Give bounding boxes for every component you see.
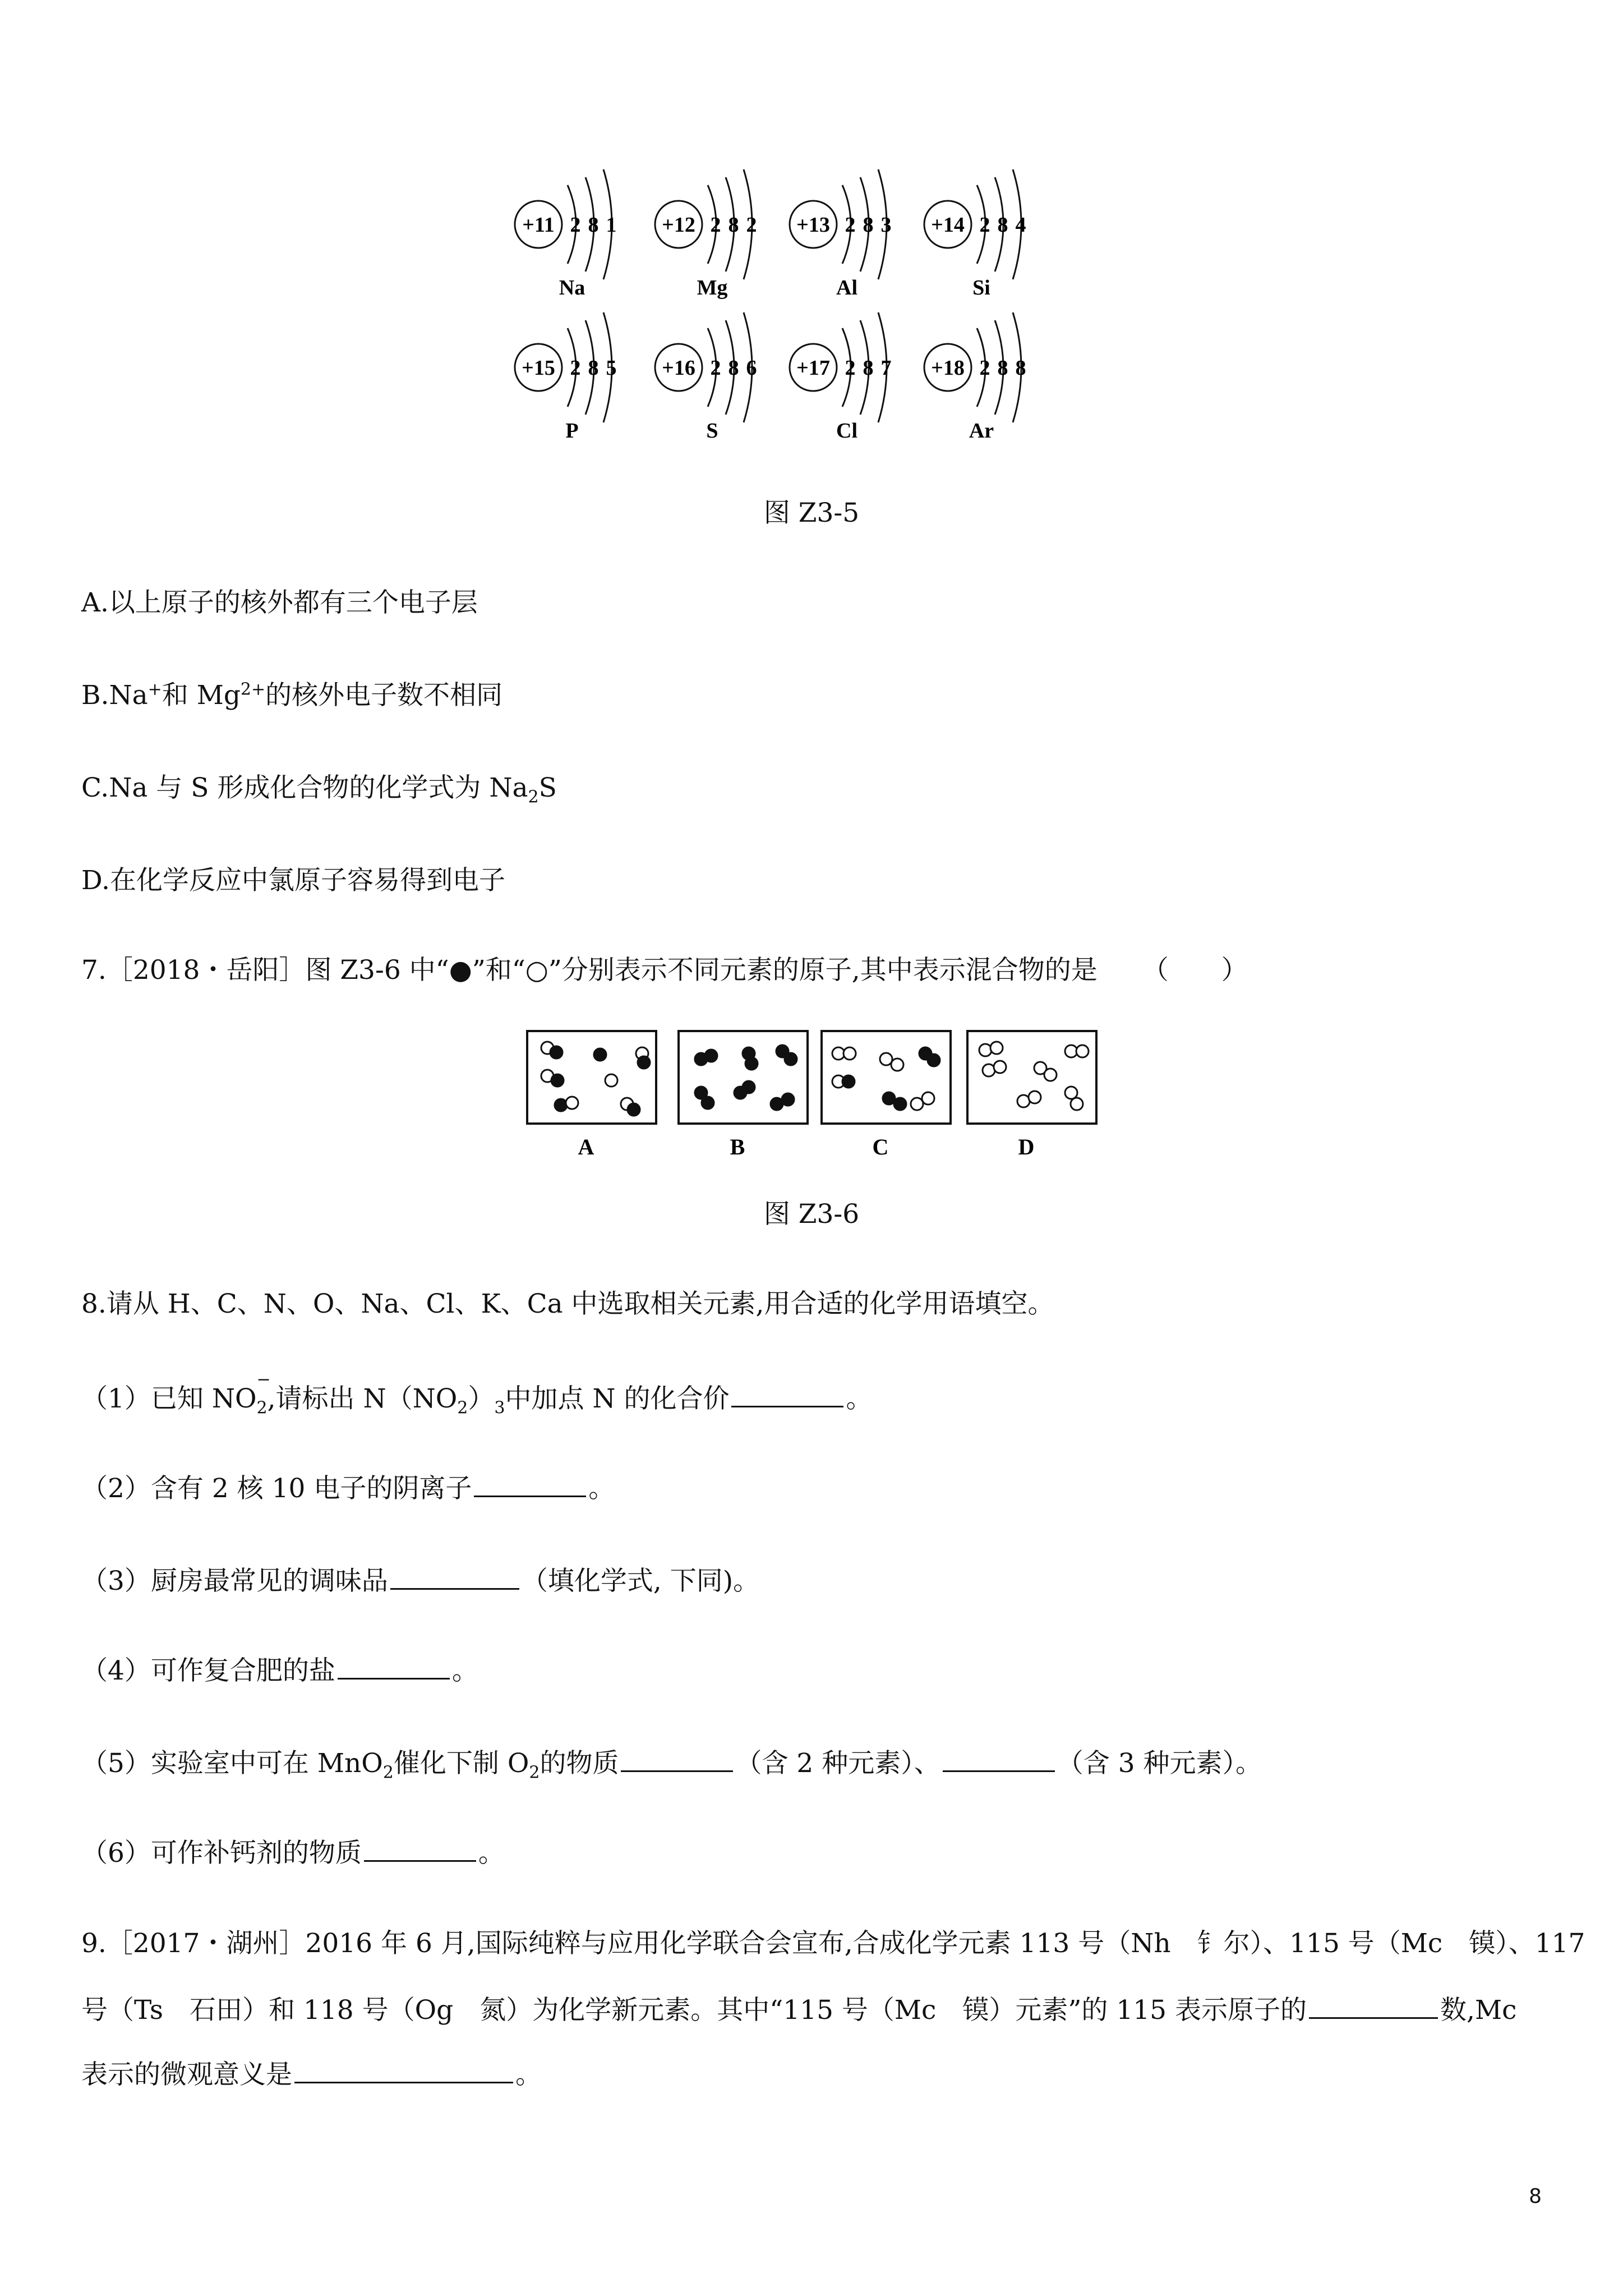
particle-box-d xyxy=(967,1031,1096,1159)
filled-atom xyxy=(550,1046,562,1059)
nucleus-charge: +14 xyxy=(931,213,965,237)
figure-caption-z3-6: 图 Z3-6 xyxy=(763,1199,860,1230)
question-8-part-4: （4）可作复合肥的盐 。 xyxy=(81,1652,478,1688)
filled-atom xyxy=(785,1053,797,1065)
shell-electron-count: 8 xyxy=(728,356,739,380)
blank-1[interactable] xyxy=(731,1380,843,1407)
filled-atom xyxy=(551,1074,564,1087)
question-9-line-3: 表示的微观意义是 。 xyxy=(81,2056,542,2092)
open-atom xyxy=(1071,1098,1083,1110)
figure-caption-z3-5: 图 Z3-5 xyxy=(763,498,860,528)
shell-electron-count: 8 xyxy=(997,356,1008,380)
filled-atom xyxy=(842,1075,855,1088)
option-c: C.Na 与 S 形成化合物的化学式为 $Na_2S$ xyxy=(81,772,557,807)
question-7-stem: 7.［2018・岳阳］图 Z3-6 中“●”和“○”分别表示不同元素的原子,其中表示混合物的是 （ ） xyxy=(81,955,1248,986)
blank-6[interactable] xyxy=(364,1834,476,1862)
atom-diagram-cl xyxy=(790,312,892,443)
shell-electron-count: 8 xyxy=(1015,356,1026,380)
open-atom xyxy=(566,1097,578,1109)
question-8-part-3: （3）厨房最常见的调味品 （填化学式, 下同)。 xyxy=(81,1562,759,1598)
open-atom xyxy=(1076,1045,1089,1057)
page-number: 8 xyxy=(1529,2185,1542,2208)
answer-parentheses: （ ） xyxy=(1142,955,1248,986)
nucleus-charge: +12 xyxy=(662,213,695,237)
filled-atom xyxy=(705,1050,717,1062)
open-atom xyxy=(843,1047,856,1060)
particle-box-a xyxy=(527,1031,656,1159)
element-symbol: Cl xyxy=(836,419,857,443)
question-8-stem: 8.请从 H、C、N、O、Na、Cl、K、Ca 中选取相关元素,用合适的化学用语填空。 xyxy=(81,1289,1054,1319)
atom-diagram-al xyxy=(790,169,892,300)
open-atom xyxy=(891,1059,903,1071)
open-atom xyxy=(922,1092,934,1105)
question-9-line-1: 9.［2017・湖州］2016 年 6 月,国际纯粹与应用化学联合会宣布,合成化学元素 113 号（Nh 钅尔）、115 号（Mc 镆）、117 xyxy=(81,1928,1585,1959)
atom-diagram-si xyxy=(924,169,1026,300)
blank-9a[interactable] xyxy=(1309,1991,1438,2019)
open-atom xyxy=(979,1044,992,1056)
blank-4[interactable] xyxy=(338,1652,450,1680)
blank-5b[interactable] xyxy=(943,1745,1055,1772)
element-symbol: Al xyxy=(836,276,857,300)
element-symbol: Si xyxy=(972,276,990,300)
filled-atom xyxy=(745,1057,758,1070)
shell-electron-count: 3 xyxy=(880,213,892,237)
filled-atom xyxy=(894,1098,906,1110)
option-a: A.以上原子的核外都有三个电子层 xyxy=(81,587,478,618)
element-symbol: P xyxy=(565,419,579,443)
atom-diagram-s xyxy=(655,312,757,443)
atom-structure-figure xyxy=(505,157,1122,449)
filled-atom xyxy=(702,1097,714,1109)
blank-2[interactable] xyxy=(474,1470,586,1497)
blank-3[interactable] xyxy=(390,1562,519,1590)
shell-electron-count: 8 xyxy=(863,213,874,237)
nucleus-charge: +15 xyxy=(522,356,555,380)
nucleus-charge: +11 xyxy=(522,213,555,237)
nucleus-charge: +18 xyxy=(931,356,965,380)
question-8-part-6: （6）可作补钙剂的物质 。 xyxy=(81,1834,505,1870)
shell-electron-count: 8 xyxy=(588,356,599,380)
filled-atom xyxy=(638,1056,650,1069)
particle-box-b xyxy=(679,1031,808,1159)
shell-electron-count: 2 xyxy=(710,213,721,237)
question-8-part-2: （2）含有 2 核 10 电子的阴离子 。 xyxy=(81,1470,615,1506)
shell-electron-count: 7 xyxy=(880,356,892,380)
filled-atom xyxy=(743,1081,755,1093)
particle-boxes-figure xyxy=(516,1027,1110,1167)
question-8-part-5: （5）实验室中可在 MnO$_2$催化下制 $O_2$的物质 （含 2 种元素）、 （含 3 种元素）。 xyxy=(81,1745,1262,1780)
nucleus-charge: +16 xyxy=(662,356,695,380)
shell-electron-count: 8 xyxy=(863,356,874,380)
shell-electron-count: 8 xyxy=(728,213,739,237)
blank-5a[interactable] xyxy=(621,1745,733,1772)
nucleus-charge: +17 xyxy=(796,356,830,380)
shell-electron-count: 4 xyxy=(1015,213,1026,237)
shell-electron-count: 2 xyxy=(979,213,990,237)
shell-electron-count: 1 xyxy=(606,213,617,237)
question-8-part-1: （1）已知 $NO_2$ − ,请标出 $N(NO_2)_3$中加点 N 的化合价 。 xyxy=(81,1370,873,1418)
atom-diagram-na xyxy=(515,169,617,300)
filled-atom xyxy=(782,1093,794,1106)
open-atom xyxy=(1029,1091,1041,1103)
shell-electron-count: 2 xyxy=(845,213,856,237)
open-atom xyxy=(1065,1087,1077,1099)
box-label: A xyxy=(578,1134,594,1159)
filled-atom xyxy=(594,1048,606,1061)
nucleus-charge: +13 xyxy=(796,213,830,237)
filled-atom xyxy=(628,1103,640,1116)
shell-electron-count: 2 xyxy=(570,213,581,237)
atom-diagram-ar xyxy=(924,312,1026,443)
box-label: C xyxy=(872,1134,889,1159)
filled-atom xyxy=(555,1099,567,1111)
open-atom xyxy=(990,1042,1003,1054)
shell-electron-count: 2 xyxy=(746,213,757,237)
shell-electron-count: 2 xyxy=(710,356,721,380)
open-atom xyxy=(994,1061,1006,1073)
element-symbol: Ar xyxy=(969,419,994,443)
question-9-line-2: 号（Ts 石田）和 118 号（Og 氮）为化学新元素。其中“115 号（Mc 镆）元素”的 115 表示原子的 数,Mc xyxy=(81,1991,1516,2027)
shell-electron-count: 2 xyxy=(979,356,990,380)
open-atom xyxy=(880,1053,892,1065)
filled-atom xyxy=(883,1092,895,1105)
filled-atom xyxy=(928,1054,940,1066)
atom-diagram-p xyxy=(515,312,617,443)
shell-electron-count: 2 xyxy=(570,356,581,380)
open-atom xyxy=(605,1074,617,1087)
element-symbol: S xyxy=(706,419,718,443)
blank-9b[interactable] xyxy=(294,2056,513,2083)
shell-electron-count: 6 xyxy=(746,356,757,380)
shell-electron-count: 5 xyxy=(606,356,617,380)
atom-diagram-mg xyxy=(655,169,757,300)
shell-electron-count: 8 xyxy=(997,213,1008,237)
box-label: B xyxy=(730,1134,745,1159)
box-frame xyxy=(679,1031,808,1124)
element-symbol: Na xyxy=(559,276,585,300)
open-atom xyxy=(1044,1069,1057,1081)
open-atom xyxy=(911,1098,923,1110)
shell-electron-count: 2 xyxy=(845,356,856,380)
shell-electron-count: 8 xyxy=(588,213,599,237)
particle-box-c xyxy=(822,1031,951,1159)
element-symbol: Mg xyxy=(697,276,728,300)
option-b: B.Na+和 $Mg^{2+}$的核外电子数不相同 xyxy=(81,679,503,711)
option-d: D.在化学反应中氯原子容易得到电子 xyxy=(81,865,505,896)
box-label: D xyxy=(1018,1134,1035,1159)
